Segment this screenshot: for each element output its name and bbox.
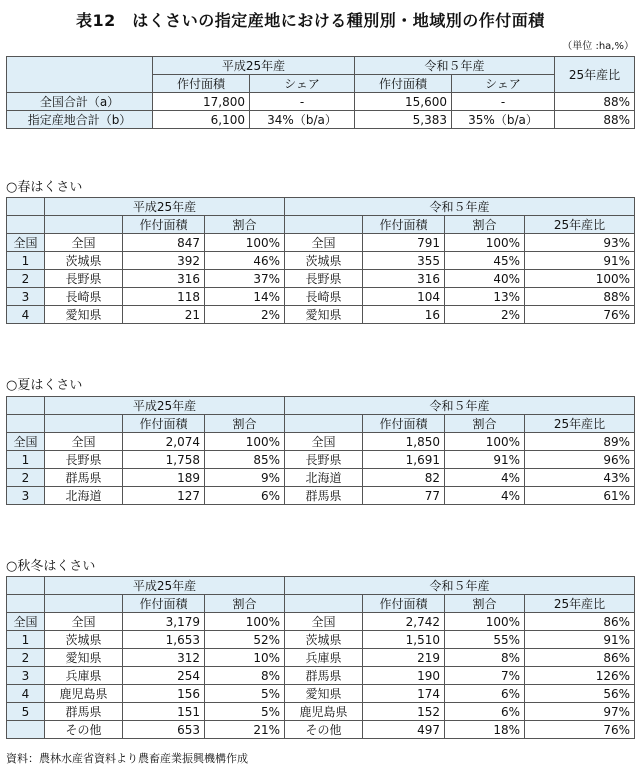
header-share: シェア (452, 75, 555, 93)
h25-prefecture-cell: 長野県 (45, 451, 123, 469)
table-row (7, 288, 635, 306)
r5-area-cell: 355 (363, 252, 445, 270)
header-ratio: 25年産比 (525, 595, 635, 613)
header-pct: 割合 (205, 595, 285, 613)
h25-area-cell: 2,074 (123, 433, 205, 451)
table-row (7, 721, 635, 739)
r5-prefecture-cell: 全国 (285, 613, 363, 631)
header-h25: 平成25年産 (45, 577, 285, 595)
section-title-spring: ○春はくさい (6, 180, 83, 195)
r5-pct-cell: 55% (445, 631, 525, 649)
rank-cell: 4 (7, 306, 45, 324)
table-row (7, 613, 635, 631)
h25-pct-cell: 46% (205, 252, 285, 270)
blank-header (45, 216, 123, 234)
spring-table (6, 197, 635, 324)
h25-pct-cell: 21% (205, 721, 285, 739)
r5-area-cell: 1,850 (363, 433, 445, 451)
r5-pct-cell: 100% (445, 433, 525, 451)
rank-cell: 3 (7, 288, 45, 306)
ratio-cell: 89% (525, 433, 635, 451)
header-area: 作付面積 (363, 595, 445, 613)
r5-pct-cell: 8% (445, 649, 525, 667)
blank-header (45, 595, 123, 613)
h25-pct-cell: 14% (205, 288, 285, 306)
header-ratio: 25年産比 (525, 216, 635, 234)
r5-share-cell: 35%（b/a） (452, 111, 555, 129)
ratio-cell: 76% (525, 721, 635, 739)
r5-area-cell: 1,510 (363, 631, 445, 649)
table-row (7, 469, 635, 487)
ratio-cell: 91% (525, 252, 635, 270)
table-row (7, 451, 635, 469)
ratio-cell: 96% (525, 451, 635, 469)
r5-share-cell: - (452, 93, 555, 111)
header-pct: 割合 (445, 216, 525, 234)
table-row (7, 252, 635, 270)
h25-area-cell: 189 (123, 469, 205, 487)
r5-pct-cell: 2% (445, 306, 525, 324)
h25-prefecture-cell: 茨城県 (45, 631, 123, 649)
r5-pct-cell: 6% (445, 703, 525, 721)
summer-table (6, 396, 635, 505)
r5-pct-cell: 100% (445, 613, 525, 631)
r5-prefecture-cell: 全国 (285, 433, 363, 451)
h25-prefecture-cell: 長崎県 (45, 288, 123, 306)
section-title-summer: ○夏はくさい (6, 378, 83, 393)
h25-pct-cell: 5% (205, 703, 285, 721)
h25-prefecture-cell: 群馬県 (45, 469, 123, 487)
r5-prefecture-cell: 鹿児島県 (285, 703, 363, 721)
summer-body (7, 433, 635, 505)
corner-cell (7, 216, 45, 234)
h25-pct-cell: 10% (205, 649, 285, 667)
h25-area-cell: 1,653 (123, 631, 205, 649)
ratio-cell: 56% (525, 685, 635, 703)
r5-prefecture-cell: 長崎県 (285, 288, 363, 306)
h25-prefecture-cell: 群馬県 (45, 703, 123, 721)
header-area: 作付面積 (363, 216, 445, 234)
header-h25: 平成25年産 (153, 57, 355, 75)
h25-prefecture-cell: 兵庫県 (45, 667, 123, 685)
header-share: シェア (250, 75, 355, 93)
r5-prefecture-cell: 兵庫県 (285, 649, 363, 667)
r5-pct-cell: 7% (445, 667, 525, 685)
h25-area-cell: 21 (123, 306, 205, 324)
table-row (7, 667, 635, 685)
h25-prefecture-cell: 茨城県 (45, 252, 123, 270)
h25-prefecture-cell: 鹿児島県 (45, 685, 123, 703)
h25-area-cell: 151 (123, 703, 205, 721)
rank-cell: 3 (7, 667, 45, 685)
ratio-cell: 88% (525, 288, 635, 306)
header-ratio: 25年産比 (525, 415, 635, 433)
r5-area-cell: 174 (363, 685, 445, 703)
rank-cell: 4 (7, 685, 45, 703)
rank-cell: 3 (7, 487, 45, 505)
rank-cell: 2 (7, 469, 45, 487)
header-area: 作付面積 (123, 595, 205, 613)
h25-pct-cell: 85% (205, 451, 285, 469)
r5-prefecture-cell: その他 (285, 721, 363, 739)
ratio-cell: 86% (525, 613, 635, 631)
h25-share-cell: - (250, 93, 355, 111)
header-area: 作付面積 (123, 415, 205, 433)
header-area: 作付面積 (123, 216, 205, 234)
table-row (7, 270, 635, 288)
autumn-winter-body (7, 613, 635, 739)
r5-prefecture-cell: 北海道 (285, 469, 363, 487)
r5-area-cell: 316 (363, 270, 445, 288)
header-ratio: 25年産比 (555, 57, 635, 93)
h25-pct-cell: 5% (205, 685, 285, 703)
row-label: 指定産地合計（b） (7, 111, 153, 129)
h25-area-cell: 17,800 (153, 93, 250, 111)
r5-prefecture-cell: 長野県 (285, 451, 363, 469)
table-row (7, 487, 635, 505)
header-pct: 割合 (205, 216, 285, 234)
header-area: 作付面積 (363, 415, 445, 433)
h25-area-cell: 127 (123, 487, 205, 505)
table-row (7, 433, 635, 451)
ratio-cell: 61% (525, 487, 635, 505)
h25-area-cell: 392 (123, 252, 205, 270)
table-row (7, 234, 635, 252)
r5-pct-cell: 4% (445, 469, 525, 487)
rank-cell: 2 (7, 270, 45, 288)
r5-prefecture-cell: 長野県 (285, 270, 363, 288)
header-h25: 平成25年産 (45, 397, 285, 415)
h25-area-cell: 254 (123, 667, 205, 685)
rank-cell: 1 (7, 451, 45, 469)
ratio-cell: 88% (555, 111, 635, 129)
r5-prefecture-cell: 群馬県 (285, 667, 363, 685)
ratio-cell: 43% (525, 469, 635, 487)
corner-cell (7, 577, 45, 595)
r5-pct-cell: 40% (445, 270, 525, 288)
h25-share-cell: 34%（b/a） (250, 111, 355, 129)
rank-cell (7, 721, 45, 739)
h25-pct-cell: 9% (205, 469, 285, 487)
rank-cell: 全国 (7, 433, 45, 451)
header-r5: 令和５年産 (285, 198, 635, 216)
r5-prefecture-cell: 群馬県 (285, 487, 363, 505)
h25-area-cell: 316 (123, 270, 205, 288)
corner-cell (7, 397, 45, 415)
unit-note: （単位 :ha,%） (562, 41, 634, 52)
h25-prefecture-cell: 愛知県 (45, 306, 123, 324)
h25-prefecture-cell: 北海道 (45, 487, 123, 505)
summary-table (6, 56, 635, 129)
r5-area-cell: 791 (363, 234, 445, 252)
rank-cell: 2 (7, 649, 45, 667)
rank-cell: 全国 (7, 234, 45, 252)
h25-prefecture-cell: その他 (45, 721, 123, 739)
table-row (7, 703, 635, 721)
h25-area-cell: 1,758 (123, 451, 205, 469)
r5-pct-cell: 45% (445, 252, 525, 270)
ratio-cell: 76% (525, 306, 635, 324)
r5-prefecture-cell: 茨城県 (285, 252, 363, 270)
table-row (7, 631, 635, 649)
h25-pct-cell: 100% (205, 433, 285, 451)
blank-header (285, 216, 363, 234)
rank-cell: 1 (7, 252, 45, 270)
corner-cell (7, 595, 45, 613)
header-area: 作付面積 (153, 75, 250, 93)
summary-body (7, 93, 635, 129)
h25-prefecture-cell: 全国 (45, 613, 123, 631)
page-title: 表12 はくさいの指定産地における種別別・地域別の作付面積 (76, 11, 545, 30)
ratio-cell: 97% (525, 703, 635, 721)
r5-area-cell: 16 (363, 306, 445, 324)
autumn-winter-table (6, 576, 635, 739)
corner-cell (7, 57, 153, 93)
ratio-cell: 93% (525, 234, 635, 252)
source-note: 資料：農林水産省資料より農畜産業振興機構作成 (6, 752, 248, 765)
header-pct: 割合 (205, 415, 285, 433)
corner-cell (7, 198, 45, 216)
ratio-cell: 100% (525, 270, 635, 288)
r5-area-cell: 82 (363, 469, 445, 487)
h25-pct-cell: 100% (205, 234, 285, 252)
r5-area-cell: 152 (363, 703, 445, 721)
r5-prefecture-cell: 愛知県 (285, 685, 363, 703)
corner-cell (7, 415, 45, 433)
r5-area-cell: 190 (363, 667, 445, 685)
section-title-autumn-winter: ○秋冬はくさい (6, 559, 96, 574)
h25-area-cell: 312 (123, 649, 205, 667)
r5-prefecture-cell: 全国 (285, 234, 363, 252)
h25-area-cell: 118 (123, 288, 205, 306)
h25-area-cell: 6,100 (153, 111, 250, 129)
r5-pct-cell: 6% (445, 685, 525, 703)
r5-area-cell: 1,691 (363, 451, 445, 469)
rank-cell: 全国 (7, 613, 45, 631)
r5-pct-cell: 91% (445, 451, 525, 469)
h25-pct-cell: 8% (205, 667, 285, 685)
h25-pct-cell: 100% (205, 613, 285, 631)
table-row (7, 649, 635, 667)
spring-body (7, 234, 635, 324)
h25-pct-cell: 37% (205, 270, 285, 288)
r5-area-cell: 219 (363, 649, 445, 667)
header-h25: 平成25年産 (45, 198, 285, 216)
table-row (7, 111, 635, 129)
h25-prefecture-cell: 愛知県 (45, 649, 123, 667)
ratio-cell: 126% (525, 667, 635, 685)
table-row (7, 685, 635, 703)
table-row (7, 306, 635, 324)
r5-area-cell: 2,742 (363, 613, 445, 631)
rank-cell: 5 (7, 703, 45, 721)
rank-cell: 1 (7, 631, 45, 649)
header-pct: 割合 (445, 415, 525, 433)
h25-area-cell: 847 (123, 234, 205, 252)
r5-pct-cell: 13% (445, 288, 525, 306)
row-label: 全国合計（a） (7, 93, 153, 111)
h25-pct-cell: 52% (205, 631, 285, 649)
ratio-cell: 86% (525, 649, 635, 667)
header-r5: 令和５年産 (355, 57, 555, 75)
h25-area-cell: 653 (123, 721, 205, 739)
r5-area-cell: 77 (363, 487, 445, 505)
header-r5: 令和５年産 (285, 577, 635, 595)
r5-area-cell: 497 (363, 721, 445, 739)
h25-area-cell: 3,179 (123, 613, 205, 631)
h25-prefecture-cell: 全国 (45, 234, 123, 252)
r5-pct-cell: 100% (445, 234, 525, 252)
blank-header (45, 415, 123, 433)
table-row (7, 93, 635, 111)
r5-pct-cell: 18% (445, 721, 525, 739)
r5-prefecture-cell: 茨城県 (285, 631, 363, 649)
r5-prefecture-cell: 愛知県 (285, 306, 363, 324)
ratio-cell: 88% (555, 93, 635, 111)
h25-prefecture-cell: 長野県 (45, 270, 123, 288)
h25-pct-cell: 2% (205, 306, 285, 324)
header-area: 作付面積 (355, 75, 452, 93)
h25-area-cell: 156 (123, 685, 205, 703)
header-r5: 令和５年産 (285, 397, 635, 415)
r5-area-cell: 5,383 (355, 111, 452, 129)
blank-header (285, 595, 363, 613)
r5-area-cell: 104 (363, 288, 445, 306)
blank-header (285, 415, 363, 433)
r5-area-cell: 15,600 (355, 93, 452, 111)
h25-pct-cell: 6% (205, 487, 285, 505)
ratio-cell: 91% (525, 631, 635, 649)
r5-pct-cell: 4% (445, 487, 525, 505)
h25-prefecture-cell: 全国 (45, 433, 123, 451)
header-pct: 割合 (445, 595, 525, 613)
